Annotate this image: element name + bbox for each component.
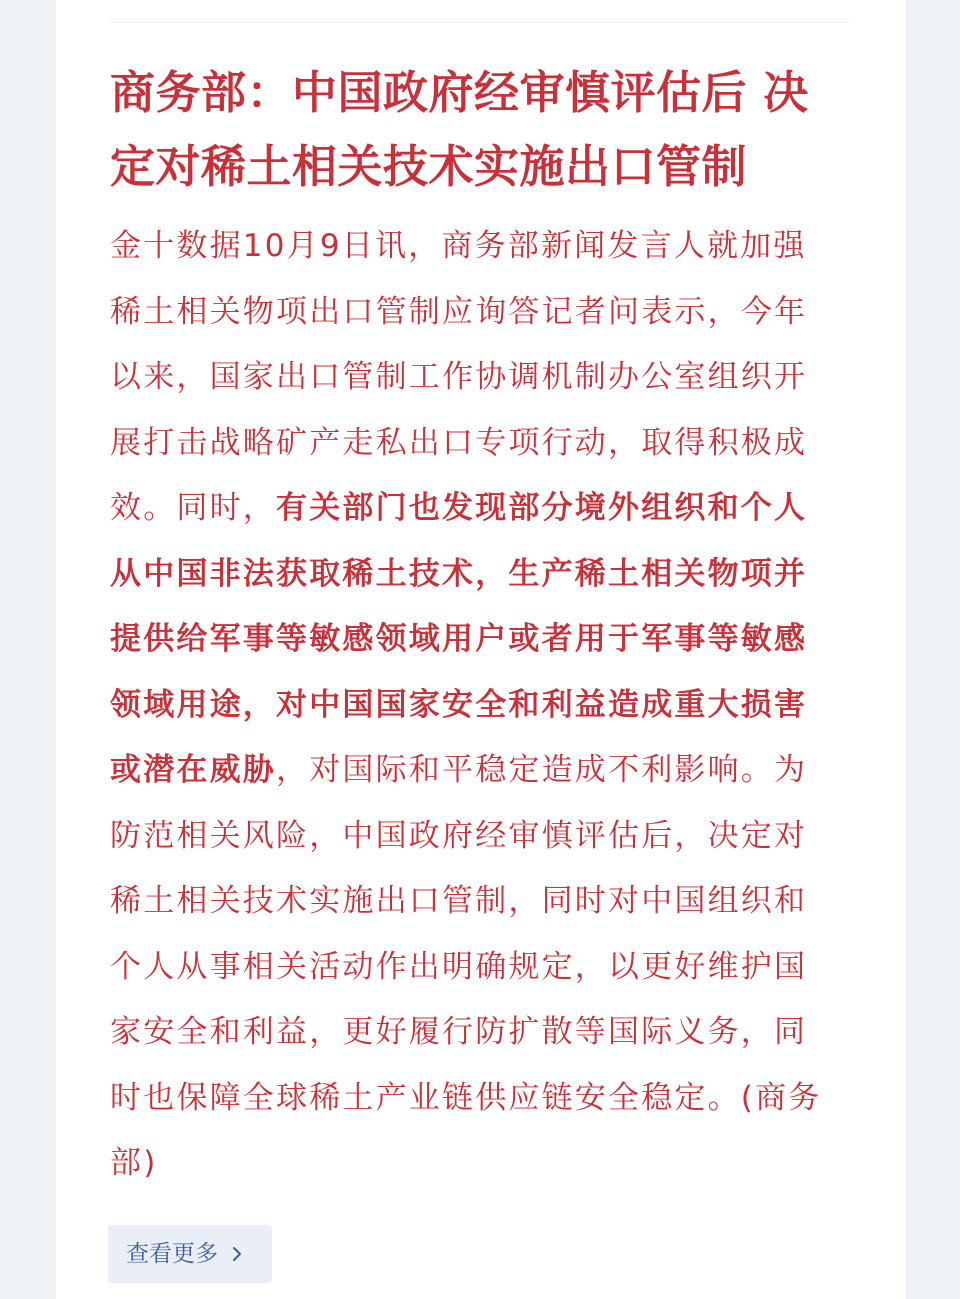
article-body-text: 金十数据10月9日讯，商务部新闻发言人就加强稀土相关物项出口管制应询答记者问表示，今年以来，国家出口管制工作协调机制办公室组织开展打击战略矿产走私出口专项行动，取得积极成效。同时，: [110, 228, 808, 526]
article-body: [110, 214, 822, 1197]
article-title: 商务部：中国政府经审慎评估后 决定对稀土相关技术实施出口管制: [110, 66, 809, 193]
article-body-text-end: ，对国际和平稳定造成不利影响。为防范相关风险，中国政府经审慎评估后，决定对稀土相关技术实施出口管制，同时对中国组织和个人从事相关活动作出明确规定，以更好维护国家安全和利益，更好履行防扩散等国际义务，同时也保障全球稀土产业链供应链安全稳定。(商务部): [110, 752, 822, 1181]
divider: [110, 22, 850, 23]
article-body-emphasis: 有关部门也发现部分境外组织和个人从中国非法获取稀土技术，生产稀土相关物项并提供给军事等敏感领域用户或者用于军事等敏感领域用途，对中国国家安全和利益造成重大损害或潜在威胁: [110, 490, 808, 788]
chevron-right-icon: [232, 1246, 242, 1262]
view-more-button[interactable]: [108, 1225, 272, 1283]
view-more-label: 查看更多: [126, 1241, 218, 1267]
